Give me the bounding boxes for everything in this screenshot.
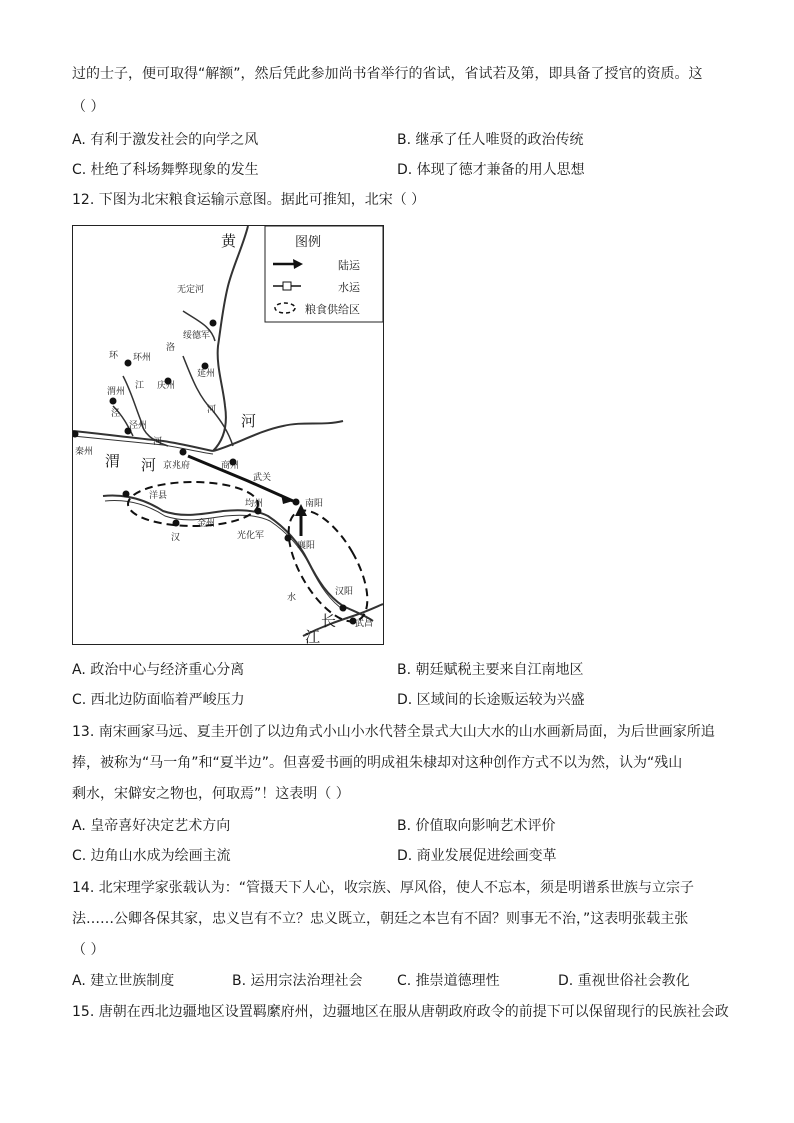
label-huanzhou: 环州 <box>133 353 152 363</box>
label-jiang: 江 <box>305 628 321 644</box>
label-wei: 渭 <box>105 452 121 470</box>
label-suidejun: 绥德军 <box>183 331 211 341</box>
q12-option-d[interactable]: D. 区域间的长途贩运较为兴盛 <box>397 692 585 708</box>
label-shui: 水 <box>287 593 297 603</box>
label-junzhou: 均州 <box>245 499 264 509</box>
label-shangzhou: 商州 <box>221 461 240 471</box>
q14-option-a[interactable]: A. 建立世族制度 <box>72 973 175 989</box>
q14-stem-line3: （ ） <box>72 942 105 958</box>
q15-stem-line1: 15. 唐朝在西北边疆地区设置羁縻府州，边疆地区在服从唐朝政府政令的前提下可以保留现行的民族社会政 <box>72 1004 729 1020</box>
grain-transport-map <box>72 225 384 645</box>
q12-option-c[interactable]: C. 西北边防面临着严峻压力 <box>72 692 245 708</box>
q14-option-d[interactable]: D. 重视世俗社会教化 <box>558 973 690 989</box>
q11-stem-line2: （ ） <box>72 99 105 115</box>
label-qinzhou: 秦州 <box>75 447 94 457</box>
label-he-small-2: 河 <box>153 437 163 447</box>
label-nanyang: 南阳 <box>305 499 324 509</box>
q11-option-a[interactable]: A. 有利于激发社会的向学之风 <box>72 132 259 148</box>
label-yanzhou: 延州 <box>197 369 216 379</box>
q14-option-c[interactable]: C. 推崇道德理性 <box>397 973 500 989</box>
label-han: 汉 <box>171 533 181 543</box>
q11-option-c[interactable]: C. 杜绝了科场舞弊现象的发生 <box>72 162 259 178</box>
q13-stem-line3: 剩水，宋僻安之物也，何取焉”！这表明（ ） <box>72 786 350 802</box>
q14-option-b[interactable]: B. 运用宗法治理社会 <box>232 973 363 989</box>
label-jiang-river: 江 <box>135 381 145 391</box>
q12-stem: 12. 下图为北宋粮食运输示意图。据此可推知，北宋（ ） <box>72 192 426 208</box>
label-xiangyang: 襄阳 <box>297 541 316 551</box>
q13-stem-line1: 13. 南宋画家马远、夏圭开创了以边角式小山小水代替全景式大山大水的山水画新局面，为后世画家所追 <box>72 724 715 740</box>
q11-option-b[interactable]: B. 继承了任人唯贤的政治传统 <box>397 132 584 148</box>
label-yangxian: 洋县 <box>149 491 168 501</box>
label-wuguan: 武关 <box>253 473 272 483</box>
label-hanyang: 汉阳 <box>335 587 354 597</box>
label-guanghuajun: 光化军 <box>237 531 265 541</box>
map-drawing <box>73 226 383 644</box>
label-jingzhou: 泾州 <box>129 421 148 431</box>
q13-option-c[interactable]: C. 边角山水成为绘画主流 <box>72 848 231 864</box>
q13-option-b[interactable]: B. 价值取向影响艺术评价 <box>397 818 556 834</box>
q11-option-d[interactable]: D. 体现了德才兼备的用人思想 <box>397 162 585 178</box>
q12-option-a[interactable]: A. 政治中心与经济重心分离 <box>72 662 245 678</box>
label-weizhou: 渭州 <box>107 387 126 397</box>
label-wuchang: 武昌 <box>355 619 374 629</box>
label-jing: 泾 <box>111 409 121 419</box>
label-wudinghe: 无定河 <box>177 285 205 295</box>
label-qingzhou: 庆州 <box>157 381 176 391</box>
legend-supply-area: 粮食供给区 <box>305 303 360 316</box>
label-huang: 黄 <box>221 232 237 250</box>
label-he-small-1: 河 <box>207 405 217 415</box>
label-jinzhou: 金州 <box>197 519 216 529</box>
label-he-1: 河 <box>241 412 257 430</box>
legend-title: 图例 <box>295 235 322 250</box>
q13-option-d[interactable]: D. 商业发展促进绘画变革 <box>397 848 557 864</box>
legend-water-route: 水运 <box>338 281 360 294</box>
legend-land-route: 陆运 <box>338 259 360 272</box>
q14-stem-line2: 法……公卿各保其家，忠义岂有不立？忠义既立，朝廷之本岂有不固？则事无不治，”这表明张载主张 <box>72 911 689 927</box>
label-he-2: 河 <box>141 456 157 474</box>
q13-stem-line2: 捧，被称为“马一角”和“夏半边”。但喜爱书画的明成祖朱棣却对这种创作方式不以为然，认为“残山 <box>72 755 683 771</box>
q14-stem-line1: 14. 北宋理学家张载认为：“管摄天下人心，收宗族、厚风俗，使人不忘本，须是明谱系世族与立宗子 <box>72 880 694 896</box>
q11-stem-line1: 过的士子，便可取得“解额”，然后凭此参加尚书省举行的省试，省试若及第，即具备了授官的资质。这 <box>72 66 703 82</box>
label-huan: 环 <box>109 351 119 361</box>
q12-option-b[interactable]: B. 朝廷赋税主要来自江南地区 <box>397 662 584 678</box>
label-chang: 长 <box>321 612 337 630</box>
label-luo: 洛 <box>166 343 176 353</box>
label-jingzhaofu: 京兆府 <box>163 461 191 471</box>
q13-option-a[interactable]: A. 皇帝喜好决定艺术方向 <box>72 818 231 834</box>
